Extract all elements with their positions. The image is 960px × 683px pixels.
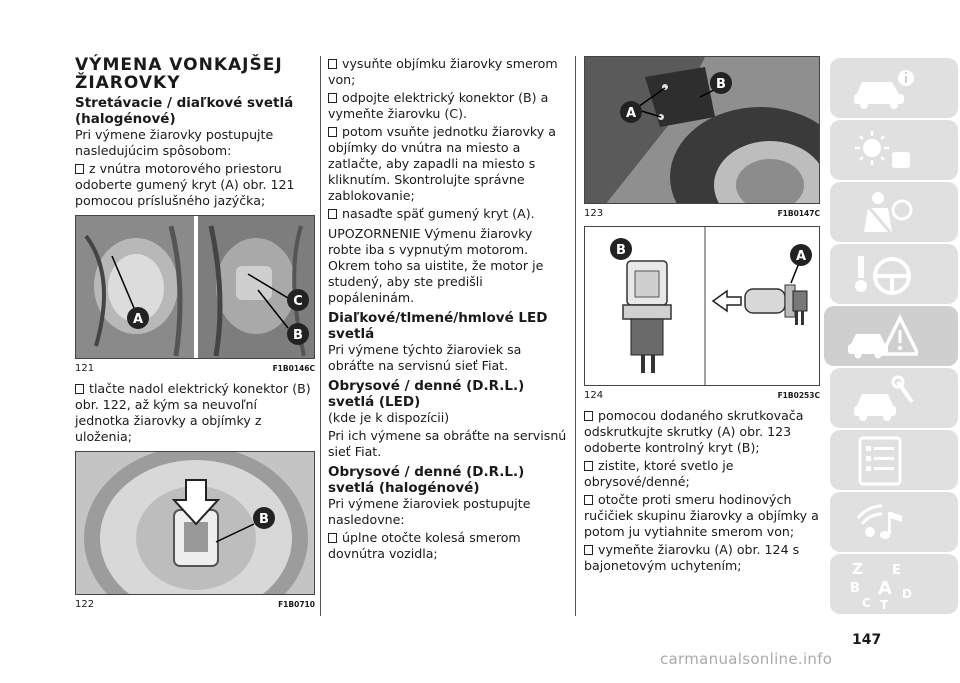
index-letters-icon — [848, 560, 918, 610]
step-bullet: nasaďte späť gumený kryt (A). — [328, 206, 568, 222]
step-bullet: vymeňte žiarovku (A) obr. 124 s bajonetovým uchytením; — [584, 542, 800, 573]
figure-number: 122 — [75, 599, 95, 610]
figure-code: F1B0710 — [278, 600, 315, 609]
tab-safety[interactable] — [830, 182, 958, 242]
tab-emergency[interactable] — [824, 306, 958, 366]
step-bullet: potom vsuňte jednotku žiarovky a objímky do vnútra na miesto a zatlačte, aby zapadli na miesto s kliknutím. Skontrolujte správne zablokovanie; — [328, 124, 556, 203]
callout-label: A — [132, 312, 144, 327]
technical-data-list-icon — [848, 436, 918, 486]
column-divider — [575, 56, 576, 616]
paragraph-drl-halogen: Pri výmene žiaroviek postupujte nasledovne: — [328, 496, 531, 527]
checkbox-icon — [584, 411, 593, 421]
seatbelt-airbag-icon — [848, 188, 918, 238]
step-bullet: z vnútra motorového priestoru odoberte gumený kryt (A) obr. 121 pomocou príslušného jazýčka; — [75, 161, 295, 208]
callout-label: A — [625, 106, 637, 121]
step-bullet: odpojte elektrický konektor (B) a vymeňte žiarovku (C). — [328, 90, 549, 121]
svg-text:A: A — [878, 578, 892, 599]
svg-text:D: D — [902, 587, 912, 601]
tab-dashboard-lights[interactable] — [830, 120, 958, 180]
subheading-drl-halogen: Obrysové / denné (D.R.L.) svetlá (halogénové) — [328, 464, 525, 496]
checkbox-icon — [328, 127, 337, 137]
figure-124-caption — [584, 386, 820, 402]
figure-121 — [75, 215, 315, 359]
figure-number: 123 — [584, 208, 604, 219]
dashboard-lights-icon — [848, 126, 918, 176]
callout-label: C — [293, 294, 303, 309]
key-steering-icon — [848, 250, 918, 300]
page-number: 147 — [852, 632, 882, 648]
tab-car-info[interactable] — [830, 58, 958, 118]
step-bullet: otočte proti smeru hodinových ručičiek skupinu žiarovky a objímky a potom ju vytiahnite smerom von; — [584, 492, 819, 539]
callout-label: B — [616, 243, 626, 258]
warning-paragraph: UPOZORNENIE Výmenu žiarovky robte iba s vypnutým motorom. Okrem toho sa uistite, že motor je studený, aby ste predišli popáleninám. — [328, 226, 544, 305]
paragraph-led: Pri výmene týchto žiaroviek sa obráťte na servisnú sieť Fiat. — [328, 342, 522, 373]
callout-label: B — [259, 512, 269, 527]
figure-code: F1B0253C — [777, 391, 820, 400]
checkbox-icon — [584, 461, 593, 471]
column-3 — [584, 56, 820, 576]
checkbox-icon — [328, 533, 337, 543]
checkbox-icon — [75, 164, 84, 174]
figure-123-caption — [584, 204, 820, 220]
subheading-low-high-beam: Stretávacie / diaľkové svetlá (halogénové) — [75, 95, 294, 127]
checkbox-icon — [75, 384, 84, 394]
step-bullet: tlačte nadol elektrický konektor (B) obr. 122, až kým sa neuvoľní jednotka žiarovky a objímky z uloženia; — [75, 381, 311, 444]
subheading-drl-led: Obrysové / denné (D.R.L.) svetlá (LED) — [328, 378, 525, 410]
callout-label: B — [293, 328, 303, 343]
figure-code: F1B0146C — [272, 364, 315, 373]
subheading-led-lights: Diaľkové/tlmené/hmlové LED svetlá — [328, 310, 548, 342]
chapter-tabs-sidebar — [822, 58, 960, 620]
figure-123 — [584, 56, 820, 204]
tab-starting-driving[interactable] — [830, 244, 958, 304]
checkbox-icon — [328, 59, 337, 69]
svg-text:Z: Z — [852, 560, 863, 578]
figure-122-caption — [75, 595, 315, 611]
figure-124 — [584, 226, 820, 386]
callout-label: A — [795, 249, 807, 264]
svg-text:E: E — [892, 563, 901, 578]
svg-text:B: B — [850, 581, 860, 596]
paragraph-drl-led: Pri ich výmene sa obráťte na servisnú sieť Fiat. — [328, 428, 567, 459]
maintenance-tools-icon — [848, 374, 918, 424]
section-title: VÝMENA VONKAJŠEJ ŽIAROVKY — [75, 55, 283, 93]
tab-multimedia[interactable] — [830, 492, 958, 552]
tab-maintenance[interactable] — [830, 368, 958, 428]
checkbox-icon — [328, 209, 337, 219]
emergency-warning-icon — [848, 312, 918, 362]
figure-number: 124 — [584, 390, 604, 401]
watermark: carmanualsonline.info — [660, 650, 833, 668]
figure-121-caption — [75, 359, 315, 375]
column-divider — [320, 56, 321, 616]
figure-122 — [75, 451, 315, 595]
svg-text:T: T — [880, 598, 889, 610]
checkbox-icon — [584, 545, 593, 555]
step-bullet: zistite, ktoré svetlo je obrysové/denné; — [584, 458, 734, 489]
tab-index[interactable] — [830, 554, 958, 614]
figure-number: 121 — [75, 363, 95, 374]
callout-label: B — [716, 77, 726, 92]
checkbox-icon — [584, 495, 593, 505]
column-1 — [75, 56, 315, 617]
paragraph-intro: Pri výmene žiarovky postupujte nasledujúcim spôsobom: — [75, 127, 274, 158]
step-bullet: úplne otočte kolesá smerom dovnútra vozidla; — [328, 530, 521, 561]
figure-code: F1B0147C — [777, 209, 820, 218]
car-info-icon — [848, 64, 918, 114]
svg-text:C: C — [862, 596, 871, 610]
tab-technical-data[interactable] — [830, 430, 958, 490]
paragraph-availability: (kde je k dispozícii) — [328, 410, 450, 425]
column-2 — [328, 56, 568, 564]
step-bullet: vysuňte objímku žiarovky smerom von; — [328, 56, 558, 87]
multimedia-icon — [848, 498, 918, 548]
step-bullet: pomocou dodaného skrutkovača odskrutkujte skrutky (A) obr. 123 odoberte kontrolný kryt (B); — [584, 408, 804, 455]
checkbox-icon — [328, 93, 337, 103]
